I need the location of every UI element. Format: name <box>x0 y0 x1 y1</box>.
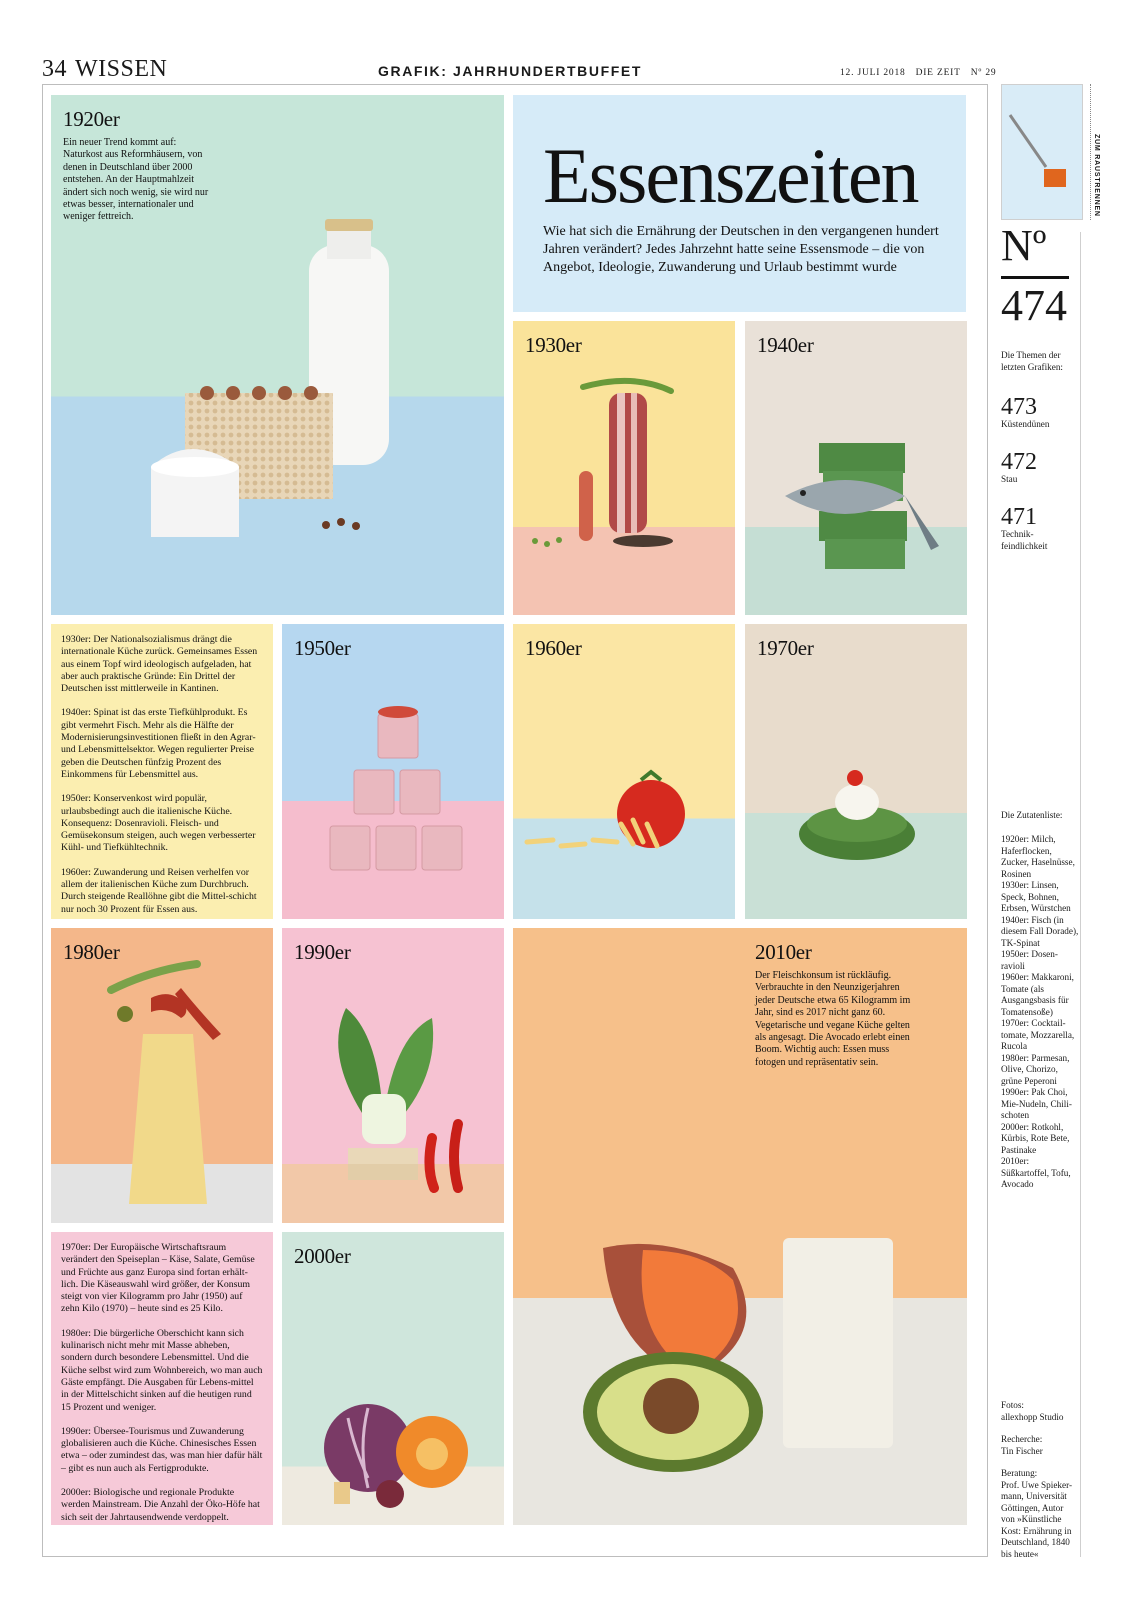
past-number-473: 473 <box>1001 394 1037 420</box>
title-panel <box>513 95 966 312</box>
main-title: Essenszeiten <box>543 132 918 219</box>
decade-label: 2010er <box>755 940 812 964</box>
section-name: WISSEN <box>75 56 168 82</box>
issue-no-mark: Nº <box>1001 221 1047 270</box>
decade-label: 1970er <box>757 636 814 660</box>
panel-1980 <box>51 928 273 1223</box>
themes-label: Die Themen der letzten Grafiken: <box>1001 350 1063 372</box>
ingredient-1960: 1960er: Makkaroni, Tomate (als Ausgangsbasis für Tomatensoße) <box>1001 972 1074 1017</box>
text-1990: 1990er: Übersee-Tourismus und Zuwanderung globalisieren auch die Küche. Chinesisches Essen etwa – oder zumindest das, was man hier dafür hält – gibt es nun auch als Fertigprodukte. <box>61 1425 263 1474</box>
tear-out-marker <box>1090 84 1102 220</box>
decade-caption: Der Fleischkonsum ist rückläufig. Verbrauchte in den Neunzigerjahren jeder Deutsche etwa 65 Kilogramm im Jahr, sind es 2017 nicht ganz 60. Vegetarische und vegane Küche gelten als angesagt. Die Avocado erlebt einen Boom. Wichtig auch: Essen muss fotogen und repräsentativ sein. <box>755 970 911 1068</box>
recherche-credit: Tin Fischer <box>1001 1445 1043 1456</box>
ingredient-1950: 1950er: Dosen-ravioli <box>1001 949 1058 971</box>
past-topic-473: Küstendünen <box>1001 419 1050 429</box>
text-box-1970-2000 <box>51 1232 273 1525</box>
past-topic-471: Technik-feindlichkeit <box>1001 529 1048 551</box>
bacon-sausage-image <box>513 321 735 615</box>
panel-1990 <box>282 928 504 1223</box>
past-number-471: 471 <box>1001 504 1037 530</box>
text-2000: 2000er: Biologische und regionale Produkte werden Mainstream. Die Anzahl der Öko-Höfe hat sich seit der Jahrtausendwende verdoppelt. <box>61 1487 260 1523</box>
fork-image <box>1002 85 1083 220</box>
decade-label: 1980er <box>63 940 120 964</box>
panel-2000 <box>282 1232 504 1525</box>
decade-label: 1950er <box>294 636 351 660</box>
decade-label: 1920er <box>63 107 120 131</box>
panel-2010 <box>513 928 967 1525</box>
ingredient-1930: 1930er: Linsen, Speck, Bohnen, Erbsen, Würstchen <box>1001 880 1071 913</box>
ingredient-2010: 2010er: Süßkartoffel, Tofu, Avocado <box>1001 1156 1071 1189</box>
decade-label: 1990er <box>294 940 351 964</box>
ingredient-1920: 1920er: Milch, Haferflocken, Zucker, Haselnüsse, Rosinen <box>1001 834 1075 879</box>
mozzarella-rucola-image <box>745 624 967 919</box>
ingredient-2000: 2000er: Rotkohl, Kürbis, Rote Bete, Pastinake <box>1001 1121 1070 1155</box>
decade-label: 2000er <box>294 1244 351 1268</box>
graphic-title: GRAFIK: JAHRHUNDERTBUFFET <box>378 63 642 79</box>
fotos-credit: allexhopp Studio <box>1001 1411 1064 1422</box>
issue-number: Nº 29 <box>970 68 997 78</box>
decade-label: 1930er <box>525 333 582 357</box>
decade-label: 1940er <box>757 333 814 357</box>
decade-label: 1960er <box>525 636 582 660</box>
ingredients-list <box>1001 834 1079 1191</box>
decade-caption: Ein neuer Trend kommt auf: Naturkost aus Reformhäusern, von denen in Deutschland über 2000 entstehen. An der Hauptmahlzeit ändert sich noch wenig, sie wird nur etwas besser, internationaler und weniger fettreich. <box>63 137 209 223</box>
sidebar-divider <box>1080 232 1081 1557</box>
text-1950: 1950er: Konservenkost wird populär, urlaubsbedingt auch die italienische Küche. Konsequenz: Dosenravioli. Fleisch- und Gemüsekonsum steigen, auch wegen verbesserter Kühl- und Tiefkühltechnik. <box>61 793 256 854</box>
ingredient-1940: 1940er: Fisch (in diesem Fall Dorade), TK-Spinat <box>1001 914 1079 948</box>
canned-ravioli-image <box>282 624 504 919</box>
ingredient-1990: 1990er: Pak Choi, Mie-Nudeln, Chili-schoten <box>1001 1087 1072 1120</box>
macaroni-tomato-image <box>513 624 735 919</box>
issue-date: 12. JULI 2018 <box>840 68 906 78</box>
tear-out-label: ZUM RAUSTRENNEN <box>1093 134 1100 217</box>
text-1970: 1970er: Der Europäische Wirtschaftsraum verändert den Speiseplan – Käse, Salate, Gemüse und Früchte aus ganz Europa sind fortan erhält-lich. Die Käseauswahl wird größer, der Konsum steigt von vier Kilogramm pro Jahr (1950) auf zehn Kilo (1970) – heute sind es 25 Kilo. <box>61 1242 255 1315</box>
text-1940: 1940er: Spinat ist das erste Tiefkühlprodukt. Es gibt vermehrt Fisch. Mehr als die Hälfte der Modernisierungsinvestitionen fließt in den Agrar- und Lebensmittelsektor. Wegen regulierter Preise geben die Deutschen fünfzig Prozent des Einkommens für Lebensmittel aus. <box>61 707 256 780</box>
fish-spinach-image <box>745 321 967 615</box>
sweetpotato-tofu-avocado-image <box>513 928 967 1525</box>
pakchoi-noodles-image <box>282 928 504 1223</box>
graphic-number: 474 <box>1001 281 1067 330</box>
beratung-credit: Prof. Uwe Spieker-mann, Universität Göttingen, Autor von »Künstliche Kost: Ernährung in Deutschland, 1840 bis heute« <box>1001 1479 1073 1559</box>
ingredient-1980: 1980er: Parmesan, Olive, Chorizo, grüne Peperoni <box>1001 1052 1070 1086</box>
ingredients-title: Die Zutatenliste: <box>1001 810 1063 820</box>
recherche-label: Recherche: <box>1001 1434 1043 1444</box>
title-subtitle: Wie hat sich die Ernährung der Deutschen in den vergangenen hundert Jahren verändert? Jedes Jahrzehnt hatte seine Essensmode – die von Angebot, Ideologie, Zuwanderung und Urlaub bestimmt wurde <box>543 224 939 275</box>
credits <box>1001 1400 1079 1560</box>
number-rule <box>1001 276 1069 279</box>
sidebar-thumbnail <box>1001 84 1083 220</box>
past-number-472: 472 <box>1001 449 1037 475</box>
panel-1970 <box>745 624 967 919</box>
text-1930: 1930er: Der Nationalsozialismus drängt die internationale Küche zurück. Gemeinsames Essen aus einem Topf wird ideologisch aufgeladen, hat aber auch praktische Gründe: Ein Drittel der Deutschen isst mittlerweile in Kantinen. <box>61 634 258 695</box>
page-header <box>42 56 167 84</box>
redcabbage-pumpkin-image <box>282 1232 504 1525</box>
panel-1950 <box>282 624 504 919</box>
fotos-label: Fotos: <box>1001 1400 1024 1410</box>
past-topic-472: Stau <box>1001 474 1018 484</box>
panel-1960 <box>513 624 735 919</box>
page-number: 34 <box>42 56 67 82</box>
ingredient-1970: 1970er: Cocktail-tomate, Mozzarella, Rucola <box>1001 1018 1075 1051</box>
parmesan-chorizo-image <box>51 928 273 1223</box>
panel-1920 <box>51 95 504 615</box>
text-box-1930-1960 <box>51 624 273 919</box>
panel-1940 <box>745 321 967 615</box>
text-1960: 1960er: Zuwanderung und Reisen verhelfen vor allem der italienischen Küche zum Durchbruch. Durch steigende Reallöhne gibt die Mittel-schicht nur noch 30 Prozent für Essen aus. <box>61 866 257 915</box>
panel-1930 <box>513 321 735 615</box>
text-1980: 1980er: Die bürgerliche Oberschicht kann sich kulinarisch nicht mehr mit Masse abheben, sondern durch besondere Lebensmittel. Und die Küche selbst wird zum Wohnbereich, wo man auch Gäste empfängt. Die Ausgaben für Lebens-mittel in der Mittelschicht sinken auf die heutigen rund 15 Prozent und weniger. <box>61 1327 263 1413</box>
milk-oats-sugar-image <box>51 95 504 615</box>
beratung-label: Beratung: <box>1001 1468 1038 1478</box>
paper-name: DIE ZEIT <box>915 68 961 78</box>
